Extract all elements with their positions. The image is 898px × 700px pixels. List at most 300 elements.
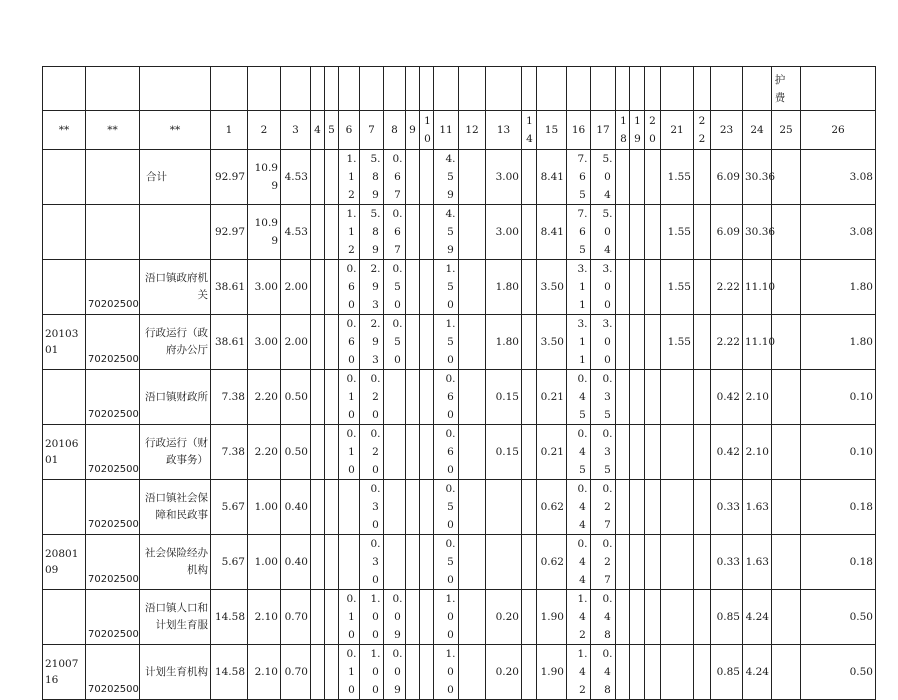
cell-value: 3.00 [254, 281, 278, 293]
table-row [43, 480, 876, 535]
table-row [43, 315, 876, 370]
table-cell [567, 590, 591, 645]
cell-value: 1.00 [254, 501, 278, 513]
table-cell [420, 535, 434, 590]
header-top-cell [743, 67, 772, 111]
cell-value: 0.50 [445, 538, 456, 586]
table-cell: 0.15 [486, 425, 522, 480]
column-header: 25 [772, 111, 801, 150]
table-cell [43, 150, 86, 205]
table-cell [325, 645, 339, 700]
table-cell [694, 260, 711, 315]
table-cell: 0.10 [801, 425, 876, 480]
cell-value: 0.09 [392, 648, 403, 696]
table-cell [591, 370, 616, 425]
table-cell [567, 315, 591, 370]
table-cell [630, 260, 645, 315]
column-header: 21 [661, 111, 694, 150]
header-top-label: 护费 [774, 74, 786, 104]
table-cell [434, 370, 459, 425]
cell-value: 0.44 [577, 538, 588, 586]
table-cell [43, 205, 86, 260]
table-cell: 3.50 [537, 260, 567, 315]
column-header-text: 19 [634, 115, 641, 145]
table-cell [420, 315, 434, 370]
cell-value: 7.65 [577, 153, 588, 201]
table-cell [694, 480, 711, 535]
cell-value: 0.30 [370, 538, 381, 586]
table-cell [43, 260, 86, 315]
table-cell [339, 645, 360, 700]
table-cell [772, 535, 801, 590]
table-cell: 70202500 [86, 370, 140, 425]
table-cell: 11.10 [743, 260, 772, 315]
cell-value: 0.45 [577, 428, 588, 476]
table-cell [311, 535, 325, 590]
table-cell [311, 480, 325, 535]
table-row [43, 205, 876, 260]
cell-value: 1.00 [370, 648, 381, 696]
cell-value: 0.50 [392, 318, 403, 366]
table-cell [360, 480, 384, 535]
column-header: 5 [325, 111, 339, 150]
table-cell: 6.09 [711, 150, 743, 205]
header-top-cell [459, 67, 486, 111]
header-top-cell [211, 67, 248, 111]
table-cell [339, 590, 360, 645]
header-top-cell [486, 67, 522, 111]
table-cell [339, 425, 360, 480]
table-cell: 2.10 [743, 370, 772, 425]
table-cell [645, 260, 661, 315]
table-cell [630, 425, 645, 480]
column-header [522, 111, 537, 150]
table-cell [434, 260, 459, 315]
column-header: 12 [459, 111, 486, 150]
header-top-cell [522, 67, 537, 111]
column-header: 7 [360, 111, 384, 150]
table-cell [694, 370, 711, 425]
table-cell: 0.50 [801, 590, 876, 645]
table-cell [406, 645, 420, 700]
table-cell [406, 480, 420, 535]
table-cell: 0.70 [281, 645, 311, 700]
cell-value: 1.50 [445, 318, 456, 366]
cell-value: 4.59 [445, 208, 456, 256]
column-header: 16 [567, 111, 591, 150]
table-cell: 浯口镇社会保障和民政事 [140, 480, 211, 535]
table-cell [772, 150, 801, 205]
table-cell: 4.53 [281, 205, 311, 260]
table-cell [772, 315, 801, 370]
table-cell [522, 260, 537, 315]
table-cell: 0.50 [281, 425, 311, 480]
table-cell [459, 315, 486, 370]
table-cell [486, 480, 522, 535]
cell-value: 2.10 [254, 611, 278, 623]
cell-value: 0.50 [445, 483, 456, 531]
header-top-cell [86, 67, 140, 111]
column-header-text: 22 [698, 115, 706, 145]
table-cell [645, 205, 661, 260]
cell-value: 0.20 [370, 373, 381, 421]
table-cell [360, 150, 384, 205]
table-cell: 0.40 [281, 535, 311, 590]
table-cell [772, 260, 801, 315]
column-header: 8 [384, 111, 406, 150]
table-cell [248, 370, 281, 425]
table-cell: 70202500 [86, 425, 140, 480]
cell-value: 0.27 [602, 483, 613, 531]
table-cell [630, 590, 645, 645]
table-cell [434, 150, 459, 205]
table-cell [325, 150, 339, 205]
table-cell [459, 480, 486, 535]
table-cell [339, 150, 360, 205]
table-cell [567, 370, 591, 425]
header-top-cell [567, 67, 591, 111]
table-cell: 92.97 [211, 205, 248, 260]
table-cell: 1.80 [801, 315, 876, 370]
cell-value: 3.11 [577, 263, 588, 311]
table-cell [360, 315, 384, 370]
cell-value: 1.00 [445, 593, 456, 641]
table-cell [567, 535, 591, 590]
table-cell [311, 260, 325, 315]
table-cell [406, 535, 420, 590]
table-cell: 8.41 [537, 205, 567, 260]
header-top-cell [801, 67, 876, 111]
table-cell [459, 645, 486, 700]
table-cell: 2.22 [711, 260, 743, 315]
table-cell: 7.38 [211, 370, 248, 425]
header-top-cell [630, 67, 645, 111]
table-cell [339, 205, 360, 260]
column-header [630, 111, 645, 150]
table-cell: 1.55 [661, 260, 694, 315]
cell-value: 10.99 [254, 217, 278, 247]
header-row-top [43, 67, 876, 111]
table-row [43, 645, 876, 700]
column-header: 17 [591, 111, 616, 150]
table-cell: 38.61 [211, 260, 248, 315]
column-header: 26 [801, 111, 876, 150]
table-cell [248, 590, 281, 645]
table-cell: 70202500 [86, 535, 140, 590]
table-cell [567, 150, 591, 205]
table-cell [86, 150, 140, 205]
table-row [43, 260, 876, 315]
table-cell: 0.18 [801, 535, 876, 590]
table-cell [616, 205, 630, 260]
table-cell: 行政运行（财政事务） [140, 425, 211, 480]
table-cell [591, 645, 616, 700]
table-cell: 0.85 [711, 590, 743, 645]
cell-value: 0.50 [392, 263, 403, 311]
table-cell [248, 535, 281, 590]
table-cell [459, 370, 486, 425]
cell-value: 1.42 [577, 648, 588, 696]
table-cell [616, 260, 630, 315]
table-cell: 3.50 [537, 315, 567, 370]
table-cell: 0.10 [801, 370, 876, 425]
table-cell [420, 370, 434, 425]
table-cell: 2.00 [281, 315, 311, 370]
cell-value: 0.20 [370, 428, 381, 476]
header-top-cell [645, 67, 661, 111]
table-cell [311, 645, 325, 700]
column-header: 4 [311, 111, 325, 150]
table-cell: 0.50 [801, 645, 876, 700]
table-cell [384, 645, 406, 700]
column-header-text: 10 [424, 115, 431, 145]
table-cell [645, 315, 661, 370]
table-cell [591, 425, 616, 480]
table-cell [434, 205, 459, 260]
table-cell [325, 315, 339, 370]
table-cell [360, 205, 384, 260]
table-cell: 4.24 [743, 590, 772, 645]
cell-value: 0.60 [346, 318, 357, 366]
cell-value: 2.20 [254, 391, 278, 403]
table-cell [591, 315, 616, 370]
table-cell [406, 425, 420, 480]
cell-value: 2.20 [254, 446, 278, 458]
table-cell: 2100716 [43, 645, 86, 700]
table-cell [360, 425, 384, 480]
table-cell [360, 260, 384, 315]
table-cell [591, 205, 616, 260]
table-cell: 3.00 [486, 205, 522, 260]
table-cell [325, 205, 339, 260]
column-header [420, 111, 434, 150]
table-cell [325, 590, 339, 645]
column-header: 24 [743, 111, 772, 150]
table-cell [325, 480, 339, 535]
table-cell [339, 480, 360, 535]
table-cell [420, 480, 434, 535]
table-cell [616, 590, 630, 645]
cell-value: 5.04 [602, 208, 613, 256]
table-cell [339, 315, 360, 370]
table-row [43, 425, 876, 480]
table-cell [645, 425, 661, 480]
table-cell [645, 535, 661, 590]
table-cell: 1.55 [661, 315, 694, 370]
table-cell [384, 480, 406, 535]
table-cell [311, 205, 325, 260]
table-cell [434, 535, 459, 590]
table-body [43, 67, 876, 700]
table-cell [406, 205, 420, 260]
table-cell [694, 645, 711, 700]
cell-value: 5.89 [370, 208, 381, 256]
table-cell [384, 150, 406, 205]
header-top-cell [248, 67, 281, 111]
table-cell [325, 370, 339, 425]
table-cell [661, 645, 694, 700]
cell-value: 1.12 [346, 208, 357, 256]
table-cell [459, 150, 486, 205]
table-cell: 0.33 [711, 480, 743, 535]
table-cell [522, 645, 537, 700]
table-row [43, 370, 876, 425]
table-cell [522, 480, 537, 535]
table-cell: 浯口镇政府机关 [140, 260, 211, 315]
table-cell [661, 535, 694, 590]
cell-value: 0.44 [577, 483, 588, 531]
table-cell [311, 315, 325, 370]
column-header [616, 111, 630, 150]
table-cell: 合计 [140, 150, 211, 205]
table-cell [694, 590, 711, 645]
table-cell [616, 425, 630, 480]
budget-table [42, 66, 876, 700]
table-cell: 1.80 [801, 260, 876, 315]
table-cell [384, 205, 406, 260]
table-cell [311, 590, 325, 645]
table-cell: 0.62 [537, 480, 567, 535]
table-cell [630, 535, 645, 590]
cell-value: 1.00 [254, 556, 278, 568]
header-top-cell [384, 67, 406, 111]
column-header: 2 [248, 111, 281, 150]
table-cell [567, 645, 591, 700]
table-cell [248, 315, 281, 370]
table-cell [661, 590, 694, 645]
column-header-text: 14 [526, 115, 533, 145]
cell-value: 1.00 [445, 648, 456, 696]
table-cell [406, 590, 420, 645]
table-cell [694, 150, 711, 205]
table-cell [630, 370, 645, 425]
table-cell: 1.90 [537, 645, 567, 700]
table-cell [86, 205, 140, 260]
table-cell [311, 425, 325, 480]
cell-value: 0.10 [346, 428, 357, 476]
table-cell: 0.21 [537, 370, 567, 425]
table-cell [630, 480, 645, 535]
table-cell: 0.62 [537, 535, 567, 590]
header-top-cell [537, 67, 567, 111]
table-cell [772, 590, 801, 645]
table-cell: 0.33 [711, 535, 743, 590]
column-header: ** [43, 111, 86, 150]
table-cell [591, 260, 616, 315]
header-top-cell [43, 67, 86, 111]
table-cell [325, 425, 339, 480]
table-cell: 5.67 [211, 535, 248, 590]
table-cell [591, 150, 616, 205]
table-cell [360, 645, 384, 700]
cell-value: 0.30 [370, 483, 381, 531]
header-top-cell [711, 67, 743, 111]
table-cell [772, 425, 801, 480]
table-cell [661, 370, 694, 425]
table-cell [591, 535, 616, 590]
table-cell [772, 370, 801, 425]
table-cell [43, 480, 86, 535]
table-cell: 0.50 [281, 370, 311, 425]
table-cell [522, 150, 537, 205]
cell-value: 1.42 [577, 593, 588, 641]
cell-value: 3.00 [254, 336, 278, 348]
table-cell [434, 645, 459, 700]
table-cell [325, 260, 339, 315]
cell-value: 7.65 [577, 208, 588, 256]
cell-value: 0.35 [602, 428, 613, 476]
table-cell [694, 205, 711, 260]
table-cell [567, 425, 591, 480]
table-cell [661, 480, 694, 535]
table-cell [384, 315, 406, 370]
column-header: 23 [711, 111, 743, 150]
header-top-cell [140, 67, 211, 111]
table-cell [522, 315, 537, 370]
table-cell [420, 205, 434, 260]
table-cell: 14.58 [211, 590, 248, 645]
cell-value: 2.93 [370, 318, 381, 366]
table-cell [434, 315, 459, 370]
column-header-text: 20 [649, 115, 656, 145]
header-top-cell [694, 67, 711, 111]
cell-value: 0.10 [346, 593, 357, 641]
table-cell [459, 260, 486, 315]
cell-value: 0.35 [602, 373, 613, 421]
table-cell: 0.20 [486, 645, 522, 700]
table-cell [339, 260, 360, 315]
header-top-cell [311, 67, 325, 111]
table-cell: 0.21 [537, 425, 567, 480]
cell-value: 0.10 [346, 648, 357, 696]
table-cell [339, 535, 360, 590]
column-header: ** [140, 111, 211, 150]
table-cell [772, 645, 801, 700]
table-cell [567, 260, 591, 315]
table-cell [360, 535, 384, 590]
header-row [43, 111, 876, 150]
table-cell [616, 535, 630, 590]
cell-value: 0.60 [346, 263, 357, 311]
table-cell: 1.63 [743, 535, 772, 590]
column-header: 3 [281, 111, 311, 150]
cell-value: 3.00 [602, 318, 613, 366]
table-row [43, 590, 876, 645]
table-cell [384, 260, 406, 315]
table-cell [645, 370, 661, 425]
column-header: ** [86, 111, 140, 150]
table-cell: 1.63 [743, 480, 772, 535]
table-cell [384, 425, 406, 480]
table-cell: 行政运行（政府办公厅 [140, 315, 211, 370]
cell-value: 3.11 [577, 318, 588, 366]
table-cell: 4.24 [743, 645, 772, 700]
table-cell [645, 150, 661, 205]
table-cell [406, 260, 420, 315]
header-top-cell [325, 67, 339, 111]
table-cell: 70202500 [86, 590, 140, 645]
table-cell [616, 370, 630, 425]
table-cell [420, 645, 434, 700]
table-cell [694, 315, 711, 370]
table-cell: 2.22 [711, 315, 743, 370]
column-header: 15 [537, 111, 567, 150]
table-cell [360, 590, 384, 645]
table-cell: 1.90 [537, 590, 567, 645]
table-cell: 30.36 [743, 205, 772, 260]
table-cell [43, 370, 86, 425]
header-top-cell [616, 67, 630, 111]
